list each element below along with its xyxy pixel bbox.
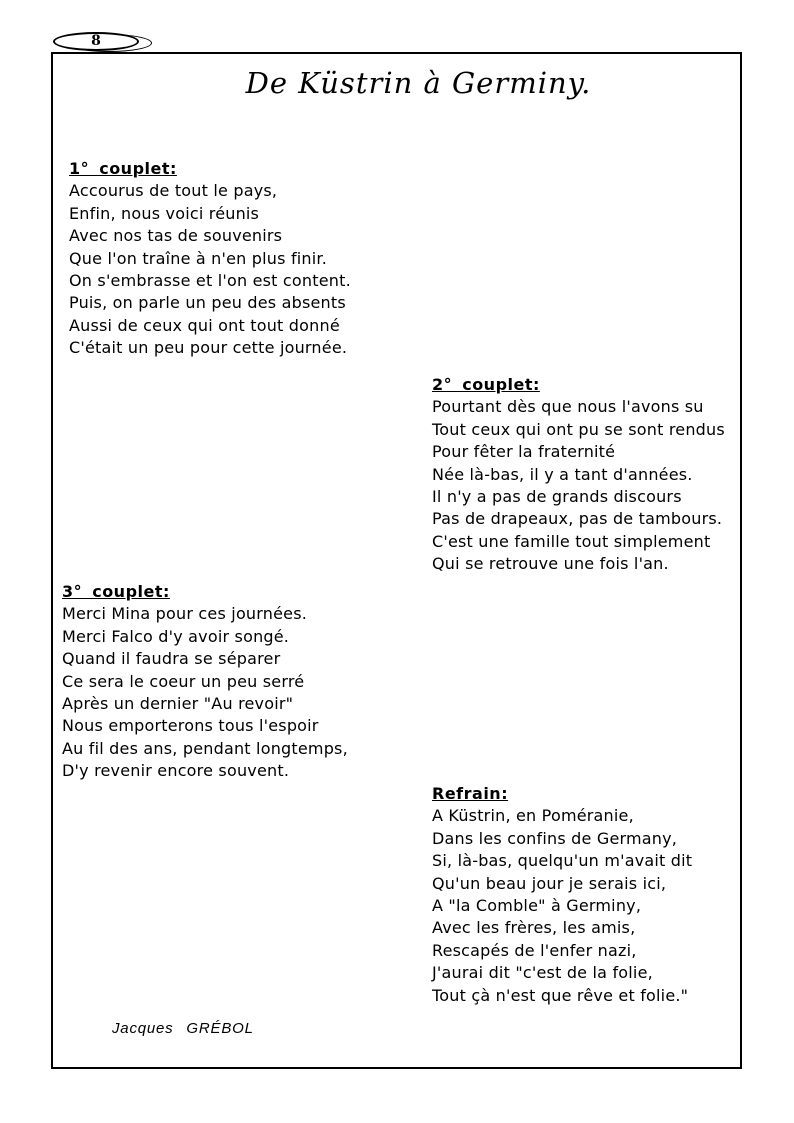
lyric-line: Quand il faudra se séparer: [62, 649, 281, 669]
lyric-line: Après un dernier "Au revoir": [62, 694, 294, 714]
lyric-line: A Küstrin, en Poméranie,: [432, 806, 634, 826]
lyric-line: C'est une famille tout simplement: [432, 531, 711, 551]
lyric-line: Née là-bas, il y a tant d'années.: [432, 464, 693, 484]
lyric-line: Qu'un beau jour je serais ici,: [432, 873, 667, 893]
lyric-line: Pour fêter la fraternité: [432, 442, 616, 462]
stanza-heading: 2° couplet:: [432, 375, 540, 394]
lyric-line: Merci Falco d'y avoir songé.: [62, 626, 290, 646]
lyric-line: On s'embrasse et l'on est content.: [69, 271, 351, 291]
stanza-refrain: [432, 783, 692, 1007]
lyric-line: Rescapés de l'enfer nazi,: [432, 940, 637, 960]
lyric-line: Que l'on traîne à n'en plus finir.: [69, 248, 328, 268]
lyric-line: Avec les frères, les amis,: [432, 918, 636, 938]
lyric-line: Au fil des ans, pendant longtemps,: [62, 738, 348, 758]
stanza-heading: 3° couplet:: [62, 582, 170, 601]
page-title: De Küstrin à Germiny.: [245, 66, 592, 100]
lyric-line: Ce sera le coeur un peu serré: [62, 671, 305, 691]
stanza-couplet-2: [432, 374, 725, 576]
lyric-line: A "la Comble" à Germiny,: [432, 896, 642, 916]
lyric-line: Dans les confins de Germany,: [432, 828, 678, 848]
lyric-line: Enfin, nous voici réunis: [69, 203, 260, 223]
stanza-couplet-1: [69, 158, 351, 360]
lyric-line: Avec nos tas de souvenirs: [69, 226, 283, 246]
stanza-couplet-3: [62, 581, 348, 783]
lyric-line: Merci Mina pour ces journées.: [62, 604, 308, 624]
lyric-line: Il n'y a pas de grands discours: [432, 487, 682, 507]
lyric-line: C'était un peu pour cette journée.: [69, 338, 348, 358]
page-number: 8: [91, 32, 101, 49]
stanza-heading: Refrain:: [432, 784, 509, 803]
lyric-line: Pourtant dès que nous l'avons su: [432, 397, 704, 417]
lyric-line: Accourus de tout le pays,: [69, 181, 278, 201]
lyric-line: D'y revenir encore souvent.: [62, 761, 290, 781]
lyric-line: Nous emporterons tous l'espoir: [62, 716, 319, 736]
page-number-badge: [53, 32, 139, 51]
lyric-line: J'aurai dit "c'est de la folie,: [432, 963, 653, 983]
lyric-line: Pas de drapeaux, pas de tambours.: [432, 509, 723, 529]
lyric-line: Tout çà n'est que rêve et folie.": [432, 985, 689, 1005]
lyric-line: Si, là-bas, quelqu'un m'avait dit: [432, 851, 693, 871]
lyric-line: Qui se retrouve une fois l'an.: [432, 554, 669, 574]
lyric-line: Tout ceux qui ont pu se sont rendus: [432, 419, 725, 439]
lyric-line: Aussi de ceux qui ont tout donné: [69, 315, 340, 335]
author-name: Jacques GRÉBOL: [112, 1020, 254, 1037]
lyric-line: Puis, on parle un peu des absents: [69, 293, 346, 313]
stanza-heading: 1° couplet:: [69, 159, 177, 178]
